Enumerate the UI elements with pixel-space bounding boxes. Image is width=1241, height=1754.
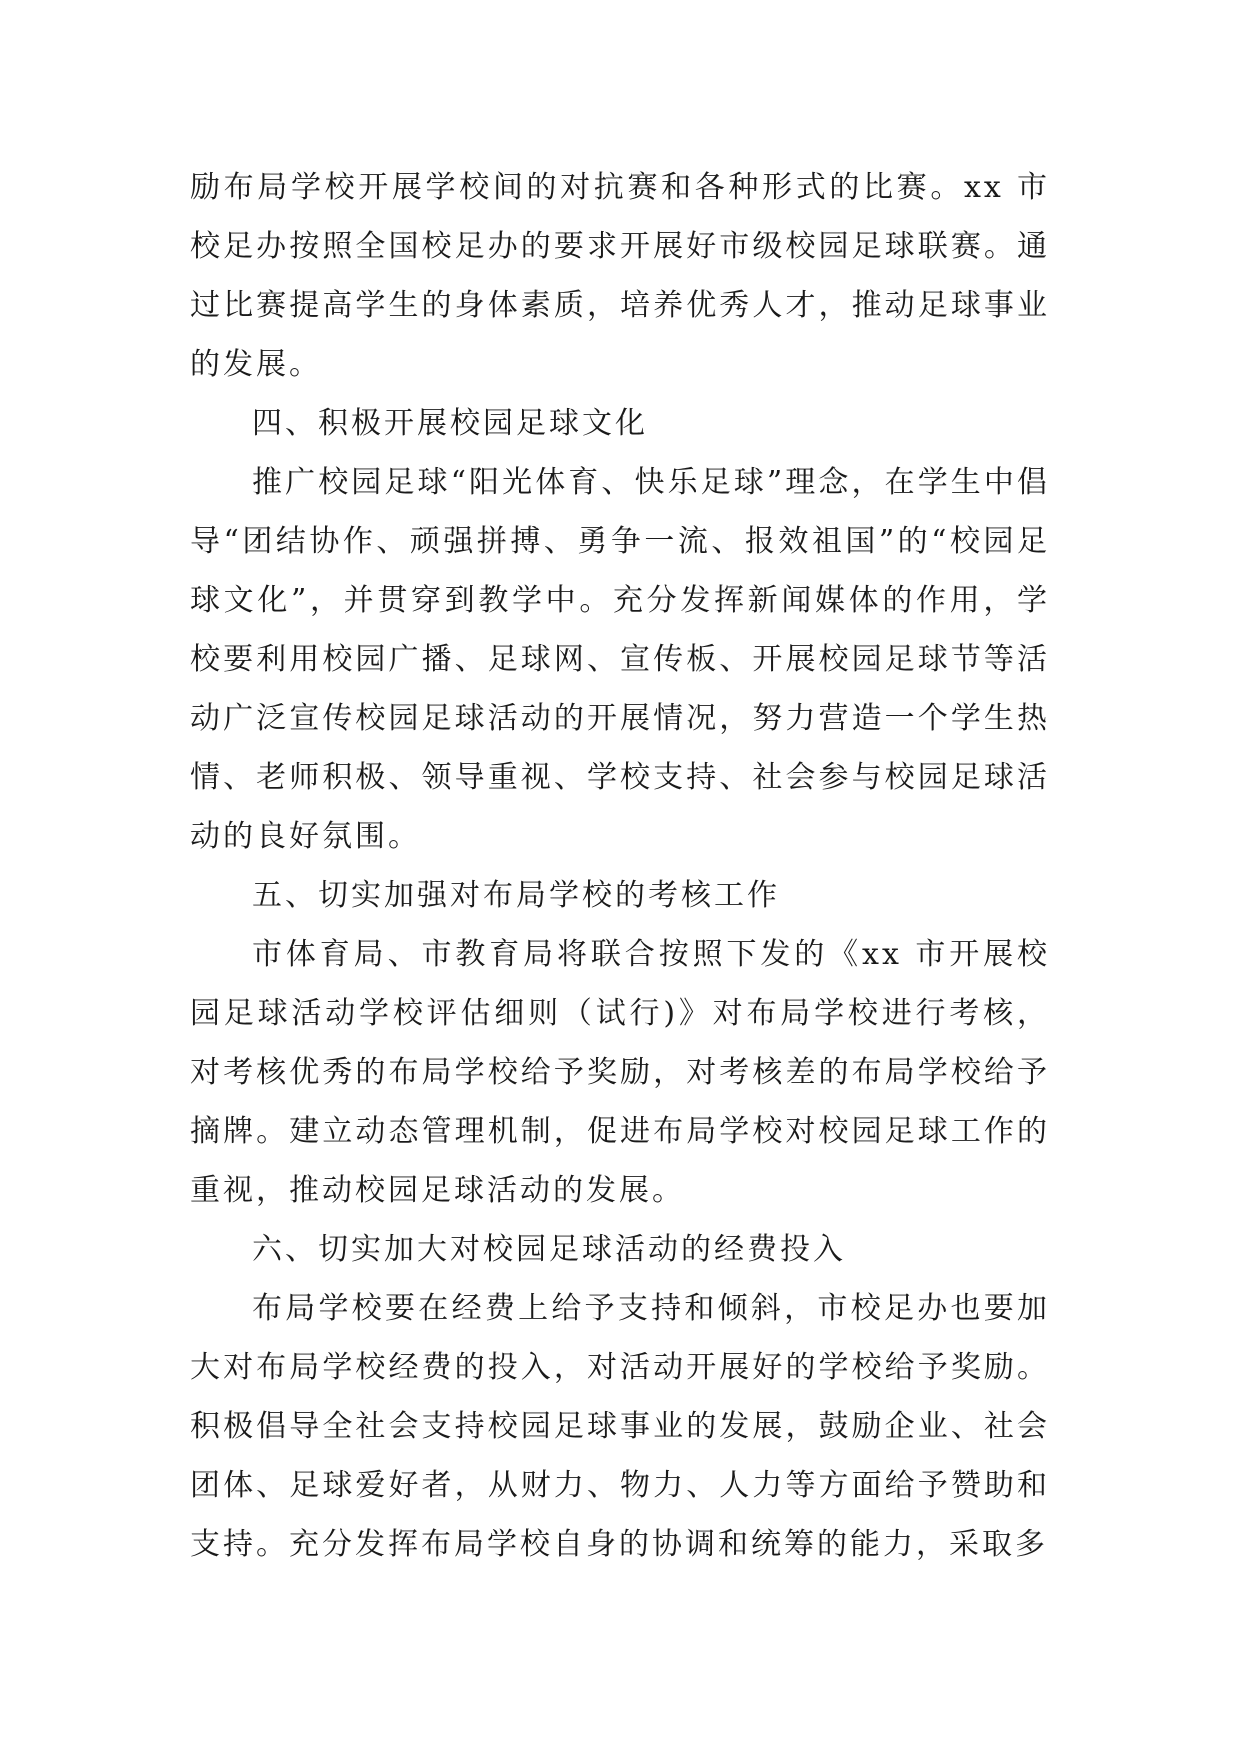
paragraph-football-culture: 推广校园足球“阳光体育、快乐足球”理念，在学生中倡导“团结协作、顽强拼搏、勇争一流、报效祖国”的“校园足球文化”，并贯穿到教学中。充分发挥新闻媒体的作用，学校要利用校园广播、足球网、宣传板、开展校园足球节等活动广泛宣传校园足球活动的开展情况，努力营造一个学生热情、老师积极、领导重视、学校支持、社会参与校园足球活动的良好氛围。 [190,465,1050,854]
paragraph-funding: 布局学校要在经费上给予支持和倾斜，市校足办也要加大对布局学校经费的投入，对活动开展好的学校给予奖励。积极倡导全社会支持校园足球事业的发展，鼓励企业、社会团体、足球爱好者，从财力、物力、人力等方面给予赞助和支持。充分发挥布局学校自身的协调和统筹的能力，采取多 [190,1291,1050,1562]
paragraph-competition: 励布局学校开展学校间的对抗赛和各种形式的比赛。xx 市校足办按照全国校足办的要求开展好市级校园足球联赛。通过比赛提高学生的身体素质，培养优秀人才，推动足球事业的发展。 [190,170,1050,382]
heading-section-6: 六、切实加大对校园足球活动的经费投入 [252,1232,846,1267]
document-body [190,158,1050,1574]
heading-section-5: 五、切实加强对布局学校的考核工作 [252,878,780,913]
paragraph-assessment: 市体育局、市教育局将联合按照下发的《xx 市开展校园足球活动学校评估细则（试行)》对布局学校进行考核，对考核优秀的布局学校给予奖励，对考核差的布局学校给予摘牌。建立动态管理机制，促进布局学校对校园足球工作的重视，推动校园足球活动的发展。 [190,937,1050,1208]
heading-section-4: 四、积极开展校园足球文化 [252,406,648,441]
